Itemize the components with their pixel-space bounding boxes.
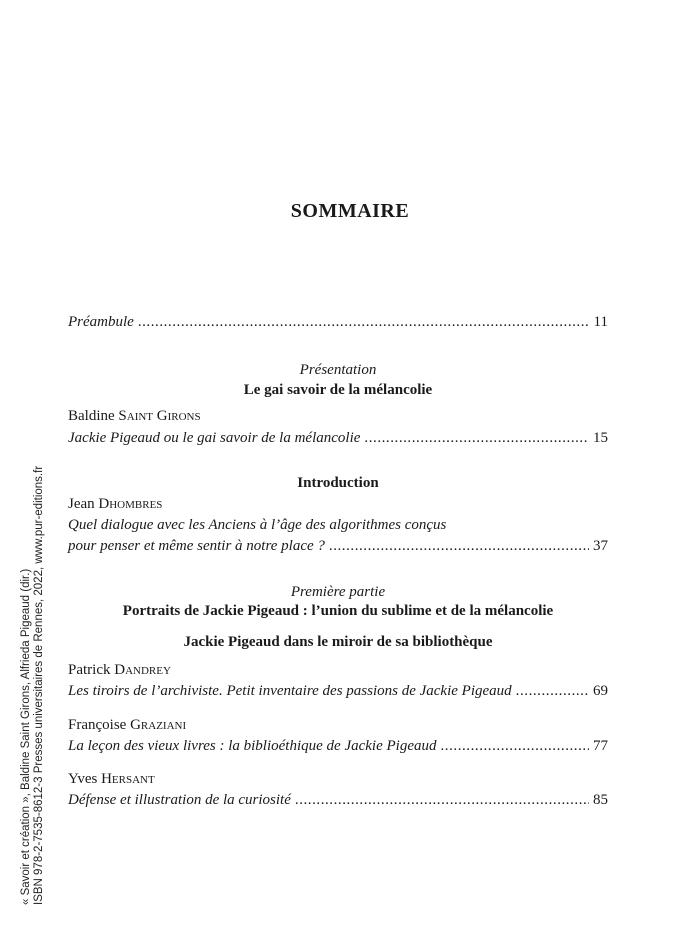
section-kicker: Présentation <box>299 362 377 378</box>
author-name <box>68 660 608 680</box>
toc-entry[interactable] <box>68 536 608 556</box>
toc-entry-page: 69 <box>593 683 608 699</box>
side-copyright-text <box>20 466 46 905</box>
dot-leader <box>364 428 589 448</box>
toc-entry-page: 37 <box>593 538 608 554</box>
side-text-line1: « Savoir et création », Baldine Saint Girons, Alfrieda Pigeaud (dir.) <box>20 568 32 905</box>
author-last-name: Saint Girons <box>118 408 201 424</box>
part-subheading: Jackie Pigeaud dans le miroir de sa bibliothèque <box>183 634 493 650</box>
toc-entry-page: 15 <box>593 430 608 446</box>
side-text-line2: ISBN 978-2-7535-8612-3 Presses universitaires de Rennes, 2022, www.pur-editions.fr <box>33 465 45 905</box>
toc-entry-title: Défense et illustration de la curiosité <box>68 792 291 808</box>
toc-entry-title: pour penser et même sentir à notre place ? <box>68 538 325 554</box>
dot-leader <box>329 536 589 556</box>
author-last-name: Dhombres <box>98 496 163 512</box>
toc-entry-page: 11 <box>593 314 608 330</box>
toc-entry-page: 85 <box>593 792 608 808</box>
toc-entry-title: Les tiroirs de l’archiviste. Petit inventaire des passions de Jackie Pigeaud <box>68 683 512 699</box>
toc-entry[interactable] <box>68 736 608 756</box>
author-last-name: Graziani <box>130 717 187 733</box>
section-heading: Le gai savoir de la mélancolie <box>243 382 433 398</box>
dot-leader <box>138 312 590 332</box>
toc-entry-preamble[interactable] <box>68 312 608 332</box>
author-name <box>68 769 608 789</box>
author-first-name: Françoise <box>68 717 127 733</box>
page-title: SOMMAIRE <box>290 200 410 222</box>
dot-leader <box>295 790 589 810</box>
author-first-name: Jean <box>68 496 95 512</box>
author-first-name: Baldine <box>68 408 115 424</box>
author-first-name: Patrick <box>68 662 111 678</box>
author-name <box>68 715 608 735</box>
part-kicker: Première partie <box>290 584 386 600</box>
toc-entry[interactable] <box>68 790 608 810</box>
dot-leader <box>441 736 590 756</box>
toc-entry-title: La leçon des vieux livres : la biblioéthique de Jackie Pigeaud <box>68 738 437 754</box>
author-name <box>68 406 608 426</box>
toc-entry[interactable] <box>68 428 608 448</box>
toc-entry-title: Jackie Pigeaud ou le gai savoir de la mélancolie <box>68 430 361 446</box>
author-name <box>68 494 608 514</box>
part-heading: Portraits de Jackie Pigeaud : l’union du sublime et de la mélancolie <box>122 603 554 619</box>
section-heading: Introduction <box>297 475 379 491</box>
author-first-name: Yves <box>68 771 98 787</box>
toc-entry-title: Préambule <box>68 314 134 330</box>
author-last-name: Hersant <box>101 771 155 787</box>
toc-entry[interactable] <box>68 681 608 701</box>
author-last-name: Dandrey <box>114 662 171 678</box>
toc-entry-page: 77 <box>593 738 608 754</box>
toc-entry-title-line1: Quel dialogue avec les Anciens à l’âge des algorithmes conçus <box>68 517 447 533</box>
dot-leader <box>516 681 589 701</box>
